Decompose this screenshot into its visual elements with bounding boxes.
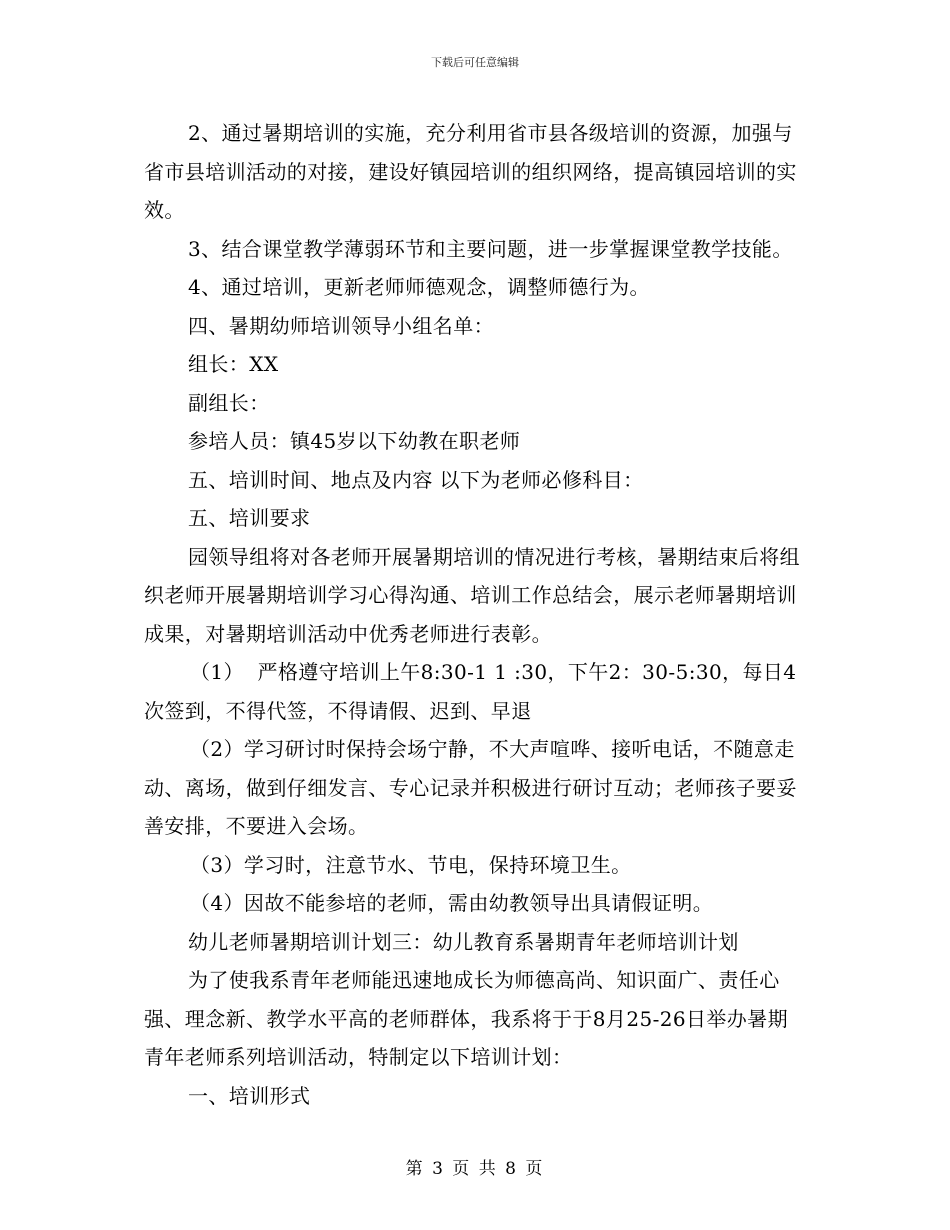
requirement-4: （4）因故不能参培的老师，需由幼教领导出具请假证明。 — [190, 891, 714, 915]
document-body — [144, 114, 806, 1115]
paragraph-item-2: 2、通过暑期培训的实施，充分利用省市县各级培训的资源，加强与省市县培训活动的对接，建设好镇园培训的组织网络，提高镇园培训的实效。 — [144, 121, 797, 222]
paragraph-assessment: 园领导组将对各老师开展暑期培训的情况进行考核，暑期结束后将组织老师开展暑期培训学习心得沟通、培训工作总结会，展示老师暑期培训成果，对暑期培训活动中优秀老师进行表彰。 — [144, 544, 800, 646]
paragraph-item-4: 4、通过培训，更新老师师德观念，调整师德行为。 — [188, 275, 650, 299]
requirement-1: （1） 严格遵守培训上午8:30-1 1 :30，下午2：30-5:30，每日4次签到，不得代签，不得请假、迟到、早退 — [144, 660, 797, 723]
group-leader: 组长：XX — [188, 352, 279, 376]
participants: 参培人员：镇45岁以下幼教在职老师 — [188, 429, 521, 453]
plan-three-title: 幼儿老师暑期培训计划三：幼儿教育系暑期青年老师培训计划 — [188, 929, 739, 954]
section-heading-training-form: 一、培训形式 — [188, 1083, 311, 1108]
deputy-leader: 副组长： — [188, 390, 270, 415]
page-header: 下载后可任意编辑 — [431, 56, 519, 69]
requirement-3: （3）学习时，注意节水、节电，保持环境卫生。 — [190, 852, 632, 877]
paragraph-item-3: 3、结合课堂教学薄弱环节和主要问题，进一步掌握课堂教学技能。 — [188, 236, 793, 261]
paragraph-plan-intro: 为了使我系青年老师能迅速地成长为师德高尚、知识面广、责任心强、理念新、教学水平高的老师群体，我系将于于8月25-26日举办暑期青年老师系列培训活动，特制定以下培训计划： — [144, 968, 788, 1069]
page-number: 第 3 页 共 8 页 — [405, 1159, 545, 1179]
section-heading-leadership: 四、暑期幼师培训领导小组名单： — [188, 313, 494, 338]
section-heading-time-place: 五、培训时间、地点及内容 以下为老师必修科目： — [188, 467, 644, 492]
requirement-2: （2）学习研讨时保持会场宁静，不大声喧哗、接听电话，不随意走动、离场，做到仔细发言、专心记录并积极进行研讨互动；老师孩子要妥善安排，不要进入会场。 — [144, 737, 797, 838]
section-heading-requirements: 五、培训要求 — [188, 506, 311, 530]
